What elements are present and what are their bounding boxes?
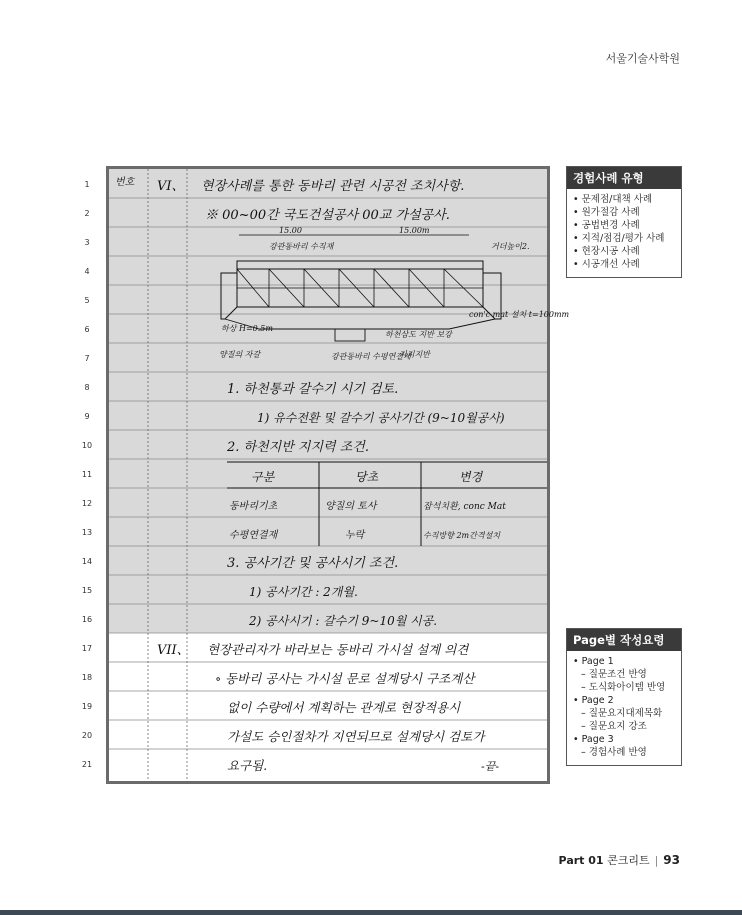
row-number: 8 bbox=[84, 383, 90, 392]
header-title: 서울기술사학원 bbox=[605, 52, 680, 65]
table-cell: 잡석치환, conc Mat bbox=[423, 502, 506, 512]
label-ground: 지지지반 bbox=[399, 350, 430, 359]
page-guide-box bbox=[566, 628, 682, 766]
page-footer bbox=[559, 852, 680, 868]
list-item: • 문제점/대책 사례 bbox=[573, 194, 653, 205]
row-number: 6 bbox=[84, 325, 90, 334]
list-item: • Page 2 bbox=[573, 695, 614, 706]
row-number: 12 bbox=[81, 499, 93, 508]
item-2: 2. 하천지반 지지력 조건. bbox=[227, 440, 369, 455]
experience-types-box bbox=[566, 166, 682, 278]
row-number: 7 bbox=[84, 354, 90, 363]
page-guide-list bbox=[567, 651, 681, 765]
list-item: – 경험사례 반영 bbox=[581, 747, 647, 758]
center-footing bbox=[335, 329, 365, 341]
label-support: 강관동바리 수직재 bbox=[269, 242, 334, 251]
item-3: 3. 공사기간 및 공사시기 조건. bbox=[227, 556, 399, 571]
opinion-line: 가설도 승인절차가 지연되므로 설계당시 검토가 bbox=[227, 729, 485, 744]
page-number: 93 bbox=[663, 853, 680, 867]
comparison-table bbox=[227, 462, 547, 546]
row-number: 11 bbox=[81, 470, 93, 479]
shoring-members bbox=[237, 269, 483, 307]
experience-types-list bbox=[567, 189, 681, 277]
falsework-sketch bbox=[219, 226, 570, 361]
list-item: – 질문요지 강조 bbox=[581, 721, 647, 732]
list-item: • 현장시공 사례 bbox=[573, 246, 640, 257]
left-abutment bbox=[221, 273, 237, 319]
opinion-line: ∘ 동바리 공사는 가시설 문로 설계당시 구조계산 bbox=[215, 671, 475, 686]
deck-slab bbox=[237, 261, 483, 269]
footer-separator: | bbox=[654, 854, 659, 867]
item-3-2: 2) 공사시기 : 갈수기 9~10월 시공. bbox=[249, 614, 438, 628]
list-item: – 질문조건 반영 bbox=[581, 669, 647, 680]
row-number: 9 bbox=[84, 412, 90, 421]
row-number: 21 bbox=[81, 760, 93, 769]
item-3-1: 1) 공사기간 : 2개월. bbox=[249, 585, 358, 599]
list-item: • Page 3 bbox=[573, 734, 614, 745]
section-mark-vii: VII、 bbox=[157, 643, 190, 658]
footer-chapter: 콘크리트 bbox=[607, 854, 650, 867]
end-mark: -끝- bbox=[481, 760, 500, 773]
table-cell: 동바리기초 bbox=[229, 501, 278, 512]
item-1: 1. 하천통과 갈수기 시기 검토. bbox=[227, 382, 399, 397]
item-1-1: 1) 유수전환 및 갈수기 공사기간 (9~10월공사) bbox=[257, 411, 505, 425]
footer-part: Part 01 bbox=[558, 854, 604, 867]
label-bracing: 강관동바리 수평연결재 bbox=[331, 352, 411, 361]
row-number: 3 bbox=[84, 238, 90, 247]
label-base: 하천삼도 지반 보강 bbox=[385, 330, 452, 339]
label-beam: 거더높이2. bbox=[491, 242, 530, 251]
list-item: – 질문요지대제목화 bbox=[581, 708, 663, 719]
list-item: – 도식화아이템 반영 bbox=[581, 682, 666, 693]
row-number: 13 bbox=[81, 528, 93, 537]
answer-sheet-canvas bbox=[109, 169, 570, 781]
list-item: • Page 1 bbox=[573, 656, 614, 667]
table-header-category: 구분 bbox=[251, 470, 275, 484]
table-cell: 수평연결재 bbox=[229, 530, 278, 541]
table-cell: 수직방향 2m간격설치 bbox=[423, 531, 501, 540]
opinion-line: 없이 수량에서 계획하는 관계로 현장적용시 bbox=[227, 700, 461, 715]
row-number: 16 bbox=[81, 615, 93, 624]
row-number: 18 bbox=[81, 673, 93, 682]
row-number: 15 bbox=[81, 586, 93, 595]
row-number: 4 bbox=[84, 267, 90, 276]
row-number: 14 bbox=[81, 557, 93, 566]
row-number: 2 bbox=[84, 209, 90, 218]
list-item: • 공법변경 사례 bbox=[573, 220, 640, 231]
table-cell: 누락 bbox=[345, 530, 365, 541]
number-header: 번호 bbox=[115, 177, 135, 188]
section-vi-title: 현장사례를 통한 동바리 관련 시공전 조치사항. bbox=[201, 179, 465, 194]
page-guide-heading: Page별 작성요령 bbox=[567, 629, 681, 651]
table-cell: 양질의 토사 bbox=[325, 501, 377, 512]
table-header-changed: 변경 bbox=[459, 470, 483, 484]
bottom-bar bbox=[0, 910, 742, 915]
list-item: • 시공개선 사례 bbox=[573, 259, 640, 270]
row-number: 10 bbox=[81, 441, 93, 450]
dim-right: 15.00m bbox=[399, 226, 430, 235]
row-number: 5 bbox=[84, 296, 90, 305]
row-number: 1 bbox=[84, 180, 90, 189]
dim-left: 15.00 bbox=[279, 226, 302, 235]
project-title: ※ 00~00간 국도건설공사 00교 가설공사. bbox=[205, 208, 450, 223]
answer-sheet bbox=[106, 166, 570, 784]
row-number: 17 bbox=[81, 644, 93, 653]
list-item: • 원가절감 사례 bbox=[573, 207, 640, 218]
label-riverbed: 하상 H=0.5m bbox=[221, 324, 273, 333]
row-number: 20 bbox=[81, 731, 93, 740]
label-slab: con'c mat 설치 t=100mm bbox=[469, 310, 570, 319]
label-soil: 양질의 자갈 bbox=[219, 350, 261, 359]
row-number: 19 bbox=[81, 702, 93, 711]
opinion-line: 요구됨. bbox=[227, 758, 268, 773]
table-header-original: 당초 bbox=[355, 470, 379, 484]
list-item: • 지적/점검/평가 사례 bbox=[573, 233, 665, 244]
experience-types-heading: 경험사례 유형 bbox=[567, 167, 681, 189]
section-mark-vi: VI、 bbox=[157, 179, 185, 194]
section-vii-title: 현장관리자가 바라보는 동바리 가시설 설계 의견 bbox=[207, 642, 469, 657]
